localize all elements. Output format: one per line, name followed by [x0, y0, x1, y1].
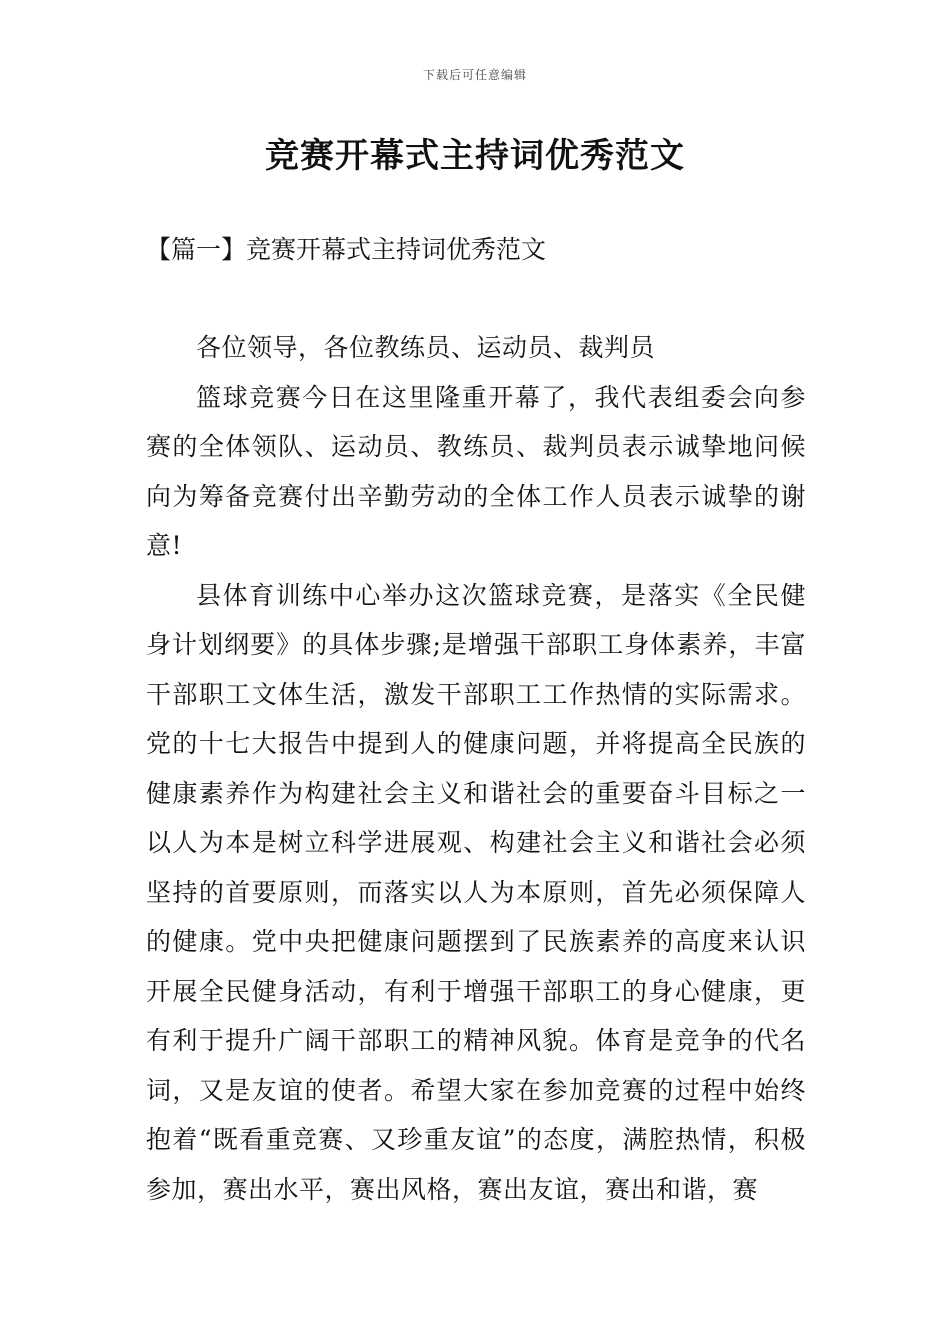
section-heading: 【篇一】竞赛开幕式主持词优秀范文	[146, 235, 547, 264]
paragraph-purpose: 县体育训练中心举办这次篮球竞赛，是落实《全民健身计划纲要》的具体步骤;是增强干部职工身体素养，丰富干部职工文体生活，激发干部职工工作热情的实际需求。党的十七大报告中提到人的健康问题，并将提高全民族的健康素养作为构建社会主义和谐社会的重要奋斗目标之一以人为本是树立科学进展观、构建社会主义和谐社会必须坚持的首要原则，而落实以人为本原则，首先必须保障人的健康。党中央把健康问题摆到了民族素养的高度来认识开展全民健身活动，有利于增强干部职工的身心健康，更有利于提升广阔干部职工的精神风貌。体育是竞争的代名词，又是友谊的使者。希望大家在参加竞赛的过程中始终抱着“既看重竞赛、又珍重友谊”的态度，满腔热情，积极参加，赛出水平，赛出风格，赛出友谊，赛出和谐，赛	[146, 580, 806, 1204]
header-note: 下载后可任意编辑	[422, 68, 527, 82]
paragraph-opening: 篮球竞赛今日在这里隆重开幕了，我代表组委会向参赛的全体领队、运动员、教练员、裁判员表示诚挚地问候向为筹备竞赛付出辛勤劳动的全体工作人员表示诚挚的谢意!	[146, 382, 806, 560]
document-title: 竞赛开幕式主持词优秀范文	[265, 136, 685, 176]
document-body	[146, 323, 806, 1214]
paragraph-greeting: 各位领导，各位教练员、运动员、裁判员	[196, 333, 656, 362]
